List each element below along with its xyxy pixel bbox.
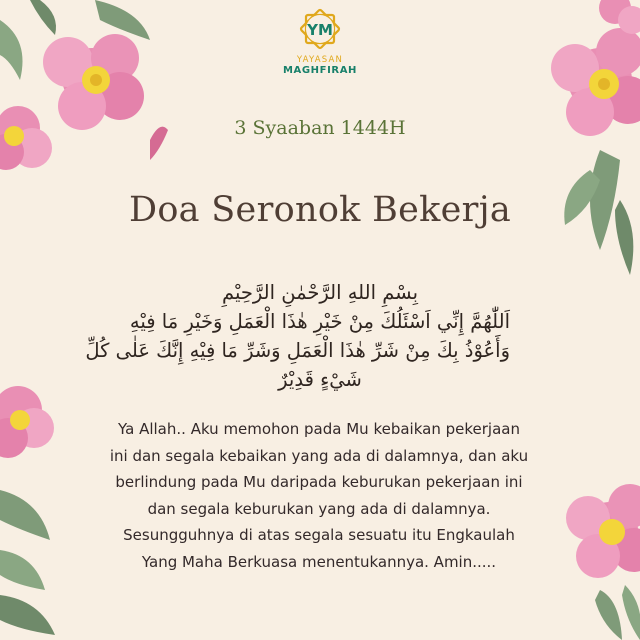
flower-decoration-top-right	[520, 0, 640, 290]
ym-monogram-icon	[297, 6, 343, 52]
flower-decoration-bottom-right	[550, 480, 640, 640]
translation-line: Ya Allah.. Aku memohon pada Mu kebaikan pekerjaan	[118, 420, 520, 438]
translation-line: Yang Maha Berkuasa menentukannya. Amin.....	[141, 552, 497, 571]
arabic-line: وَأَعُوْذُ بِكَ مِنْ شَرِّ هٰذَا الْعَمَلِ وَشَرِّ مَا فِيْهِ إِنَّكَ عَلٰى كُلِّ	[85, 339, 510, 362]
arabic-prayer	[85, 278, 510, 394]
prayer-translation	[84, 416, 554, 575]
organization-logo	[280, 6, 360, 90]
translation-line: ini dan segala kebaikan yang ada di dalamnya, dan aku	[109, 446, 529, 465]
flower-decoration-bottom-left	[0, 380, 80, 640]
hijri-date: 3 Syaaban 1444H	[234, 117, 406, 139]
translation-line: berlindung pada Mu daripada keburukan pekerjaan ini	[115, 473, 523, 491]
page-title: Doa Seronok Bekerja	[128, 190, 512, 230]
translation-line: Sesungguhnya di atas segala sesuatu itu Engkaulah	[123, 526, 515, 544]
translation-line: dan segala keburukan yang ada di dalamnya.	[147, 499, 491, 518]
logo-text-line2: MAGHFIRAH	[282, 65, 358, 76]
arabic-line: اَللّٰهُمَّ إِنِّي اَسْئَلُكَ مِنْ خَيْرِ هٰذَا الْعَمَلِ وَخَيْرِ مَا فِيْهِ	[129, 310, 510, 333]
arabic-line: شَيْءٍ قَدِيْرٌ	[278, 368, 362, 391]
logo-text-line1: YAYASAN	[296, 55, 344, 65]
arabic-line: بِسْمِ اللهِ الرَّحْمٰنِ الرَّحِيْمِ	[222, 281, 418, 304]
flower-decoration-top-left	[0, 0, 170, 190]
logo-monogram: YM	[307, 21, 333, 39]
